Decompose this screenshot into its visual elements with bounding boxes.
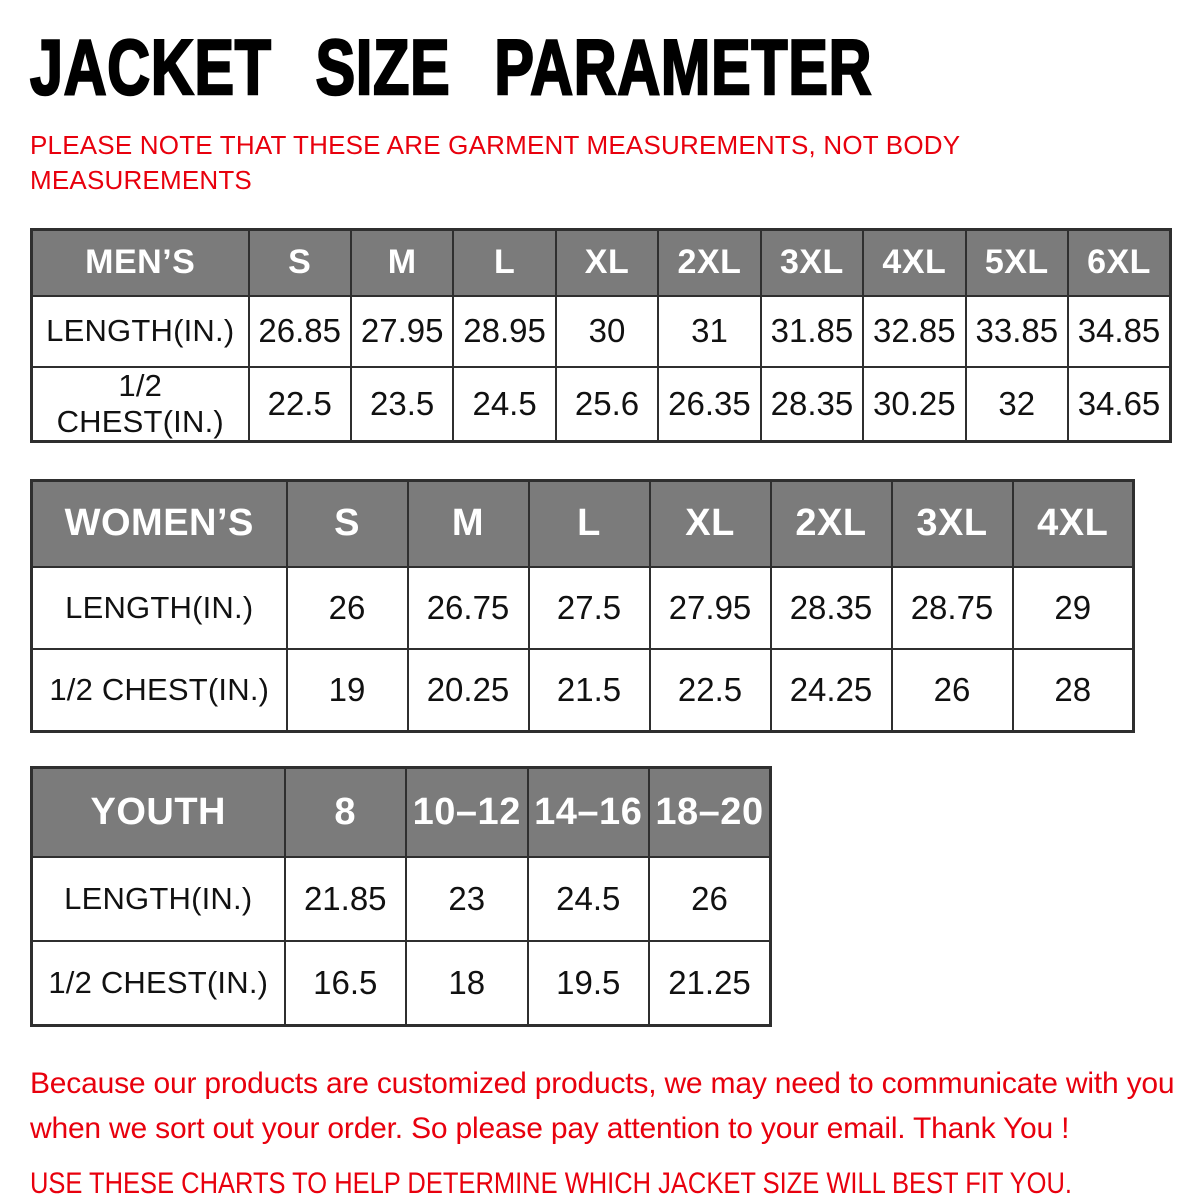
value-cell: 32.85	[863, 296, 965, 367]
youth-size-table	[30, 766, 772, 1027]
value-cell: 34.65	[1068, 367, 1171, 442]
size-header-cell: S	[287, 480, 408, 567]
value-cell: 19	[287, 649, 408, 731]
note-line-2: MEASUREMENTS	[30, 165, 252, 196]
value-cell: 30	[556, 296, 658, 367]
womens-length-row	[32, 567, 1134, 649]
customization-notice	[30, 1061, 1175, 1151]
value-cell: 26	[892, 649, 1013, 731]
value-cell: 26.35	[658, 367, 760, 442]
size-header-cell: L	[529, 480, 650, 567]
garment-measurement-note	[30, 128, 1172, 198]
value-cell: 28.75	[892, 567, 1013, 649]
value-cell: 31	[658, 296, 760, 367]
size-header-cell: 2XL	[771, 480, 892, 567]
size-header-cell: 5XL	[966, 230, 1068, 296]
customization-notice-line-2: when we sort out your order. So please pay attention to your email. Thank You !	[30, 1111, 1070, 1145]
value-cell: 24.25	[771, 649, 892, 731]
womens-header-row	[32, 480, 1134, 567]
size-header-cell: 4XL	[1013, 480, 1134, 567]
value-cell: 25.6	[556, 367, 658, 442]
value-cell: 23.5	[351, 367, 453, 442]
value-cell: 20.25	[408, 649, 529, 731]
usage-instruction-text: USE THESE CHARTS TO HELP DETERMINE WHICH JACKET SIZE WILL BEST FIT YOU.	[30, 1166, 1072, 1200]
value-cell: 26	[649, 857, 771, 941]
value-cell: 34.85	[1068, 296, 1171, 367]
row-label-cell: 1/2 CHEST(IN.)	[32, 367, 249, 442]
value-cell: 21.85	[285, 857, 407, 941]
size-header-cell: M	[408, 480, 529, 567]
size-header-cell: 3XL	[892, 480, 1013, 567]
row-label-cell: LENGTH(IN.)	[32, 296, 249, 367]
size-header-cell: XL	[556, 230, 658, 296]
row-label-cell: 1/2 CHEST(IN.)	[32, 649, 287, 731]
mens-length-row	[32, 296, 1171, 367]
value-cell: 32	[966, 367, 1068, 442]
value-cell: 26.85	[249, 296, 351, 367]
size-header-cell: S	[249, 230, 351, 296]
value-cell: 24.5	[528, 857, 650, 941]
table-name-cell: WOMEN’S	[32, 480, 287, 567]
value-cell: 16.5	[285, 941, 407, 1025]
mens-chest-row	[32, 367, 1171, 442]
youth-length-row	[32, 857, 771, 941]
size-header-cell: M	[351, 230, 453, 296]
youth-chest-row	[32, 941, 771, 1025]
size-header-cell: 6XL	[1068, 230, 1171, 296]
table-name-cell: YOUTH	[32, 767, 285, 857]
value-cell: 28.95	[453, 296, 555, 367]
size-header-cell: L	[453, 230, 555, 296]
value-cell: 33.85	[966, 296, 1068, 367]
value-cell: 21.5	[529, 649, 650, 731]
row-label-cell: LENGTH(IN.)	[32, 567, 287, 649]
size-header-cell: 2XL	[658, 230, 760, 296]
mens-header-row	[32, 230, 1171, 296]
value-cell: 18	[406, 941, 528, 1025]
page-title	[30, 14, 1172, 111]
value-cell: 26.75	[408, 567, 529, 649]
value-cell: 27.95	[351, 296, 453, 367]
value-cell: 19.5	[528, 941, 650, 1025]
size-header-cell: 10–12	[406, 767, 528, 857]
value-cell: 27.5	[529, 567, 650, 649]
value-cell: 28	[1013, 649, 1134, 731]
size-header-cell: 4XL	[863, 230, 965, 296]
value-cell: 28.35	[761, 367, 863, 442]
value-cell: 31.85	[761, 296, 863, 367]
table-name-cell: MEN’S	[32, 230, 249, 296]
value-cell: 22.5	[650, 649, 771, 731]
mens-size-table	[30, 228, 1172, 443]
row-label-cell: LENGTH(IN.)	[32, 857, 285, 941]
value-cell: 29	[1013, 567, 1134, 649]
size-header-cell: XL	[650, 480, 771, 567]
size-header-cell: 3XL	[761, 230, 863, 296]
value-cell: 23	[406, 857, 528, 941]
youth-header-row	[32, 767, 771, 857]
value-cell: 30.25	[863, 367, 965, 442]
usage-instruction	[30, 1167, 1172, 1201]
value-cell: 27.95	[650, 567, 771, 649]
row-label-cell: 1/2 CHEST(IN.)	[32, 941, 285, 1025]
page-title-text: JACKET SIZE PARAMETER	[30, 23, 873, 111]
value-cell: 22.5	[249, 367, 351, 442]
value-cell: 26	[287, 567, 408, 649]
size-header-cell: 14–16	[528, 767, 650, 857]
size-header-cell: 8	[285, 767, 407, 857]
womens-size-table	[30, 479, 1135, 733]
value-cell: 24.5	[453, 367, 555, 442]
value-cell: 21.25	[649, 941, 771, 1025]
customization-notice-line-1: Because our products are customized products, we may need to communicate with you	[30, 1066, 1175, 1100]
note-line-1: PLEASE NOTE THAT THESE ARE GARMENT MEASUREMENTS, NOT BODY	[30, 130, 961, 160]
value-cell: 28.35	[771, 567, 892, 649]
size-header-cell: 18–20	[649, 767, 771, 857]
womens-chest-row	[32, 649, 1134, 731]
